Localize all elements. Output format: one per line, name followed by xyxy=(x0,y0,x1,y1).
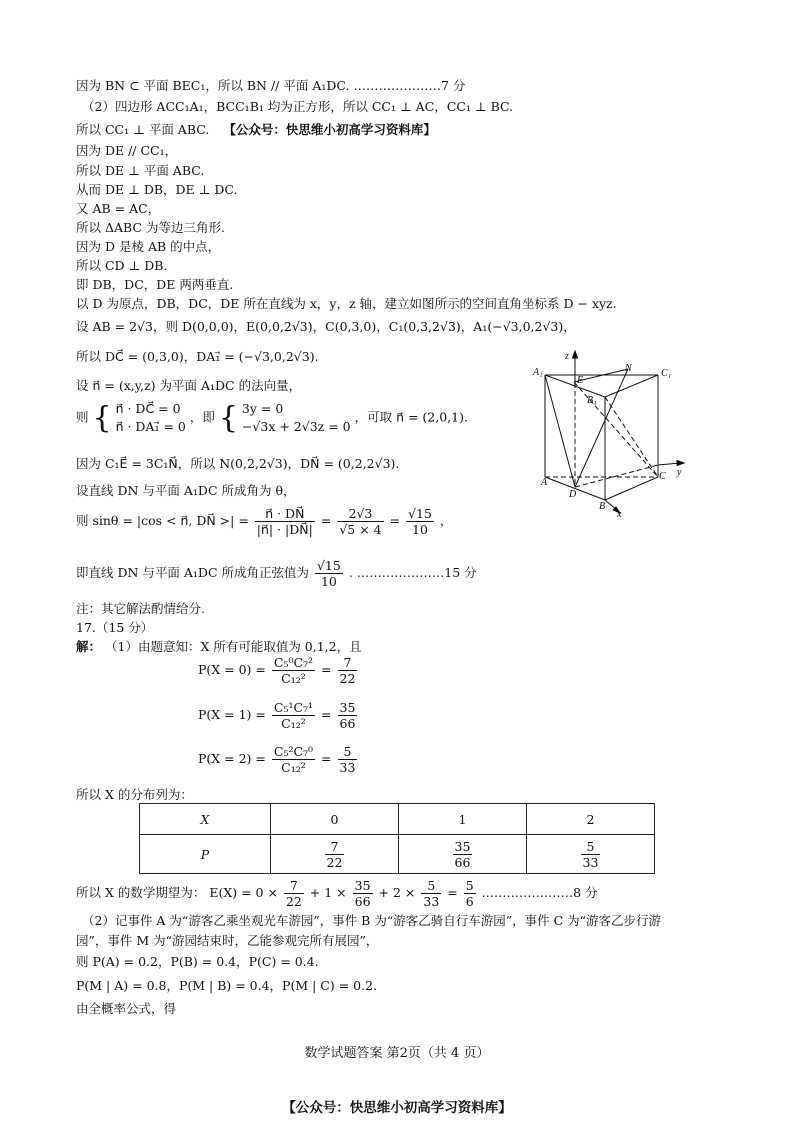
text-line: 设直线 DN 与平面 A₁DC 所成角为 θ， xyxy=(76,483,296,498)
table-header-cell: 2 xyxy=(527,804,655,835)
normal-vector-system xyxy=(76,400,468,436)
fraction: $\frac{√15}{10}$ xyxy=(316,558,341,589)
vertex-label-n: N xyxy=(625,363,632,374)
table-cell: P xyxy=(140,835,271,874)
text-line: （2）四边形 ACC₁A₁，BCC₁B₁ 均为正方形，所以 CC₁ ⊥ AC，CC₁ ⊥ BC. xyxy=(82,99,514,114)
fraction: $\frac{2√3}{√5 \times 4}$ xyxy=(339,506,382,537)
text-line: 所以 ΔABC 为等边三角形. xyxy=(76,220,225,235)
text-line: 设 AB = 2√3，则 D(0,0,0)，E(0,0,2√3)，C(0,3,0)，C₁(0,3,2√3)，A₁(−√3,0,2√3)， xyxy=(76,319,576,334)
text-segment: ，即 xyxy=(189,409,215,425)
table-cell: $\frac{35}{66}$ xyxy=(399,835,527,874)
sine-result xyxy=(76,558,477,589)
text-line: 因为 DE // CC₁， xyxy=(76,143,178,158)
table-cell: $\frac{7}{22}$ xyxy=(271,835,399,874)
distribution-table xyxy=(139,803,655,874)
text-line: 以 D 为原点，DB，DC，DE 所在直线为 x，y，z 轴，建立如图所示的空间直角坐标系 D − xyz. xyxy=(76,296,617,311)
text-segment: = xyxy=(389,513,401,528)
vertex-label-e: E xyxy=(577,375,584,386)
equation: n⃗ · DA₁⃗ = 0 xyxy=(115,419,186,434)
text-line: 则 P(A) = 0.2，P(B) = 0.4，P(C) = 0.4. xyxy=(76,954,319,969)
text-segment: ， xyxy=(439,513,453,528)
text-line: 所以 DC⃗ = (0,3,0)，DA₁⃗ = (−√3,0,2√3). xyxy=(76,349,319,364)
table-header-cell: X xyxy=(140,804,271,835)
table-cell: $\frac{5}{33}$ xyxy=(527,835,655,874)
equation: −√3x + 2√3z = 0 xyxy=(241,419,351,434)
vertex-label-b: B xyxy=(599,501,606,512)
vertex-label-c: C xyxy=(659,471,666,482)
sine-formula xyxy=(76,506,452,537)
probability-x0: P(X = 0) = $\frac{\text{C₅⁰C₇²}}{\text{C₁₂²}}$ = $\frac{7}{22}$ xyxy=(198,655,356,686)
watermark-inline: 【公众号：快思维小初高学习资料库】 xyxy=(223,122,436,137)
text-line: 由全概率公式，得 xyxy=(76,1001,177,1016)
page-footer: 数学试题答案 第2页（共 4 页） xyxy=(304,1046,490,1061)
text-segment: . …………………15 分 xyxy=(348,565,477,580)
expectation-line: 所以 X 的数学期望为： E(X) = 0 × $\frac{7}{22}$ + 1 × $\frac{35}{66}$ + 2 × $\frac{5}{33}$ = $\frac{5}{6}$ .…………………8 分 xyxy=(76,878,598,909)
text-line: 从而 DE ⊥ DB，DE ⊥ DC. xyxy=(76,182,238,197)
vertex-label-d: D xyxy=(569,489,577,500)
axis-label-z: z xyxy=(565,351,569,362)
prism-figure xyxy=(525,345,695,520)
text-line: 即 DB，DC，DE 两两垂直. xyxy=(76,277,234,292)
vertex-label-b1: B₁ xyxy=(587,395,597,406)
fraction: $\frac{n⃗ \cdot DN⃗}{|n⃗| \cdot |DN⃗|}$ xyxy=(256,506,313,537)
text-segment: = xyxy=(320,513,332,528)
text-line: 注：其它解法酌情给分. xyxy=(76,601,205,616)
text-line: 因为 BN ⊂ 平面 BEC₁，所以 BN // 平面 A₁DC. …………………7 分 xyxy=(76,78,466,93)
text-line: 因为 C₁E⃗ = 3C₁N⃗，所以 N(0,2,2√3)，DN⃗ = (0,2,2√3). xyxy=(76,456,400,471)
equation: n⃗ · DC⃗ = 0 xyxy=(115,401,181,416)
text-segment: ，可取 n⃗ = (2,0,1). xyxy=(354,409,468,425)
text-line xyxy=(76,121,436,138)
text-line: 所以 X 的分布列为： xyxy=(76,787,193,802)
vertex-label-c1: C₁ xyxy=(661,368,672,379)
table-header-cell: 0 xyxy=(271,804,399,835)
fraction: $\frac{√15}{10}$ xyxy=(408,506,432,537)
problem-number: 17.（15 分） xyxy=(76,620,154,635)
text-line: 所以 DE ⊥ 平面 ABC. xyxy=(76,163,205,178)
text-line: 因为 D 是棱 AB 的中点， xyxy=(76,239,221,254)
table-header-cell: 1 xyxy=(399,804,527,835)
equation: 3y = 0 xyxy=(241,401,284,416)
text-segment: （1）由题意知：X 所有可能取值为 0,1,2，且 xyxy=(105,639,362,654)
text-line: （2）记事件 A 为“游客乙乘坐观光车游园”，事件 B 为“游客乙骑自行车游园”，事件 C 为“游客乙步行游 xyxy=(82,913,662,928)
axis-label-x: x xyxy=(617,509,622,520)
equation-system xyxy=(116,400,186,436)
text-segment: 则 sinθ = |cos < n⃗, DN⃗ >| = xyxy=(76,513,249,528)
left-brace: { xyxy=(218,400,238,436)
watermark-footer: 【公众号：快思维小初高学习资料库】 xyxy=(282,1100,512,1116)
text-segment: 所以 CC₁ ⊥ 平面 ABC. xyxy=(76,122,210,137)
text-line: 园”，事件 M 为“游园结束时，乙能参观完所有展园”， xyxy=(76,933,379,948)
solution-label: 解： xyxy=(76,639,102,654)
text-line: P(M | A) = 0.8，P(M | B) = 0.4，P(M | C) = 0.2. xyxy=(76,978,378,993)
text-segment: 即直线 DN 与平面 A₁DC 所成角正弦值为 xyxy=(76,565,309,580)
axis-label-y: y xyxy=(677,467,682,478)
text-line xyxy=(76,638,362,655)
vertex-label-a: A xyxy=(541,477,548,488)
vertex-label-a1: A₁ xyxy=(533,367,543,378)
table-row xyxy=(140,804,655,835)
text-line: 设 n⃗ = (x,y,z) 为平面 A₁DC 的法向量， xyxy=(76,378,302,393)
probability-x2: P(X = 2) = $\frac{\text{C₅²C₇⁰}}{\text{C₁₂²}}$ = $\frac{5}{33}$ xyxy=(198,744,356,775)
left-brace: { xyxy=(92,400,112,436)
table-row xyxy=(140,835,655,874)
text-segment: 则 xyxy=(76,409,89,425)
probability-x1: P(X = 1) = $\frac{\text{C₅¹C₇¹}}{\text{C₁₂²}}$ = $\frac{35}{66}$ xyxy=(198,700,356,731)
text-line: 所以 CD ⊥ DB. xyxy=(76,258,168,273)
text-line: 又 AB = AC， xyxy=(76,201,161,216)
equation-system xyxy=(242,400,351,436)
